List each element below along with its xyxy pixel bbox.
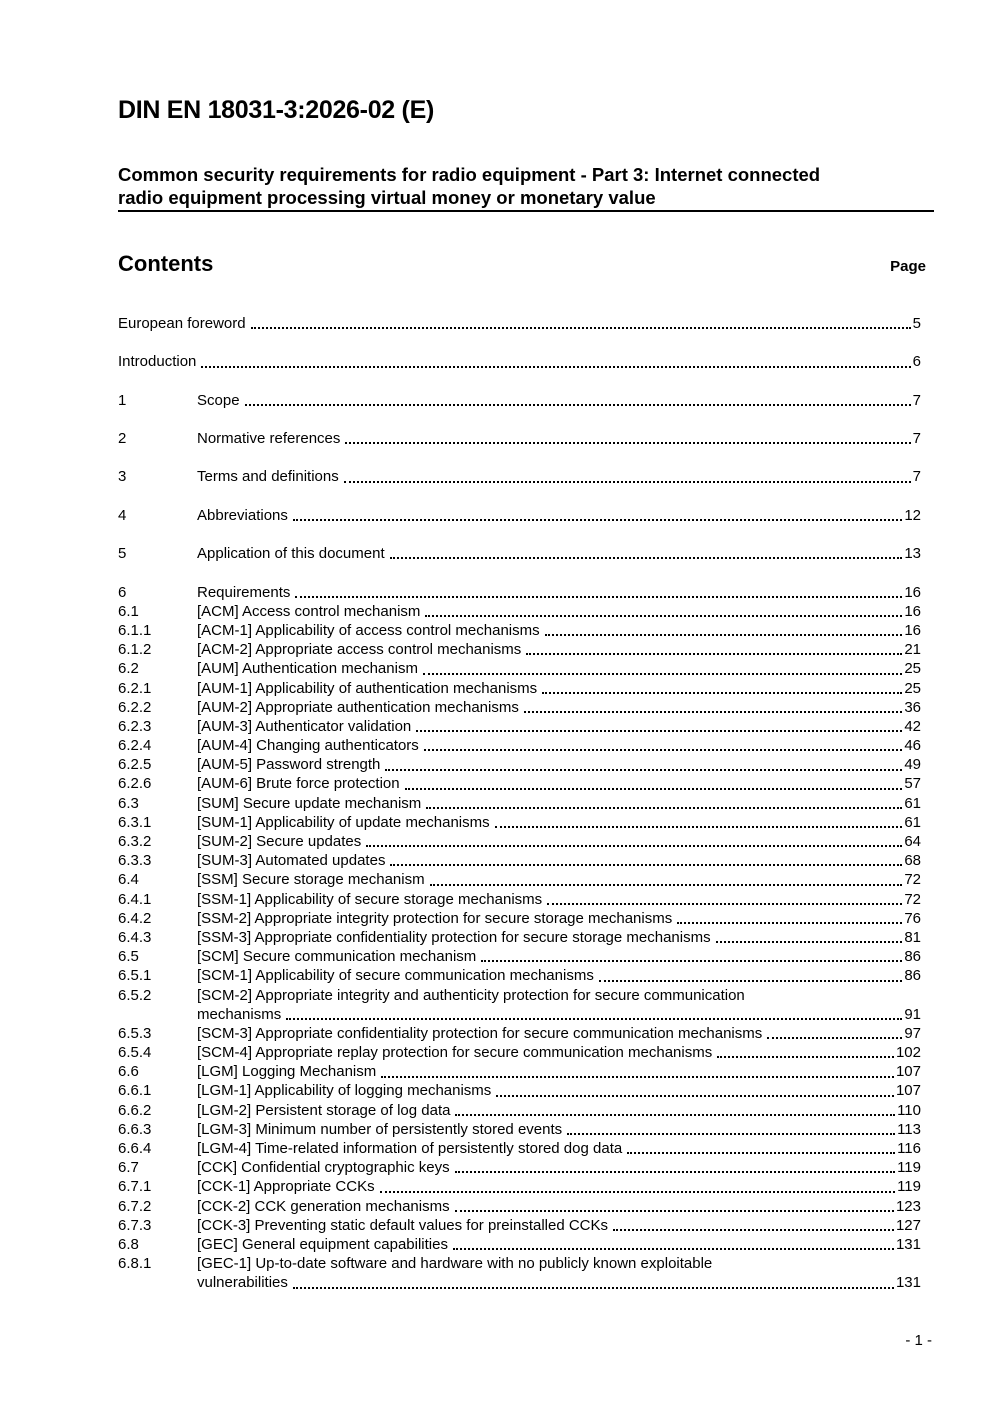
toc-title: [ACM-1] Applicability of access control mechanisms — [197, 621, 540, 639]
toc-page: 68 — [904, 852, 921, 870]
document-title — [118, 163, 934, 209]
toc-leader-dots — [717, 1056, 894, 1058]
toc-title: [GEC-1] Up-to-date software and hardware with no publicly known exploitable — [197, 1255, 713, 1273]
toc-leader-dots — [613, 1229, 894, 1231]
toc-entry-section-6-8[interactable] — [118, 1235, 921, 1254]
toc-number: 6.4.1 — [118, 890, 152, 908]
toc-page: 116 — [897, 1140, 921, 1158]
toc-entry-section-6-6-1[interactable] — [118, 1082, 921, 1101]
toc-leader-dots — [201, 366, 910, 368]
toc-leader-dots — [767, 1037, 902, 1039]
toc-title: [AUM-5] Password strength — [197, 756, 381, 774]
toc-entry-section-6-4-2[interactable] — [118, 909, 921, 928]
toc-entry-section-6-7-1[interactable] — [118, 1177, 921, 1196]
toc-page: 81 — [904, 928, 921, 946]
toc-entry-section-6-5-2[interactable] — [118, 986, 921, 1005]
toc-page: 127 — [895, 1216, 921, 1234]
toc-page: 97 — [904, 1024, 921, 1042]
toc-page: 102 — [895, 1044, 921, 1062]
toc-page: 49 — [904, 756, 921, 774]
toc-page: 16 — [904, 602, 921, 620]
toc-leader-dots — [542, 692, 902, 694]
toc-leader-dots — [424, 749, 903, 751]
toc-leader-dots — [599, 980, 902, 982]
toc-leader-dots — [345, 442, 910, 444]
toc-number: 6.7 — [118, 1159, 139, 1177]
toc-entry-section-6-5-1[interactable] — [118, 966, 921, 985]
toc-page: 119 — [897, 1178, 921, 1196]
toc-number: 5 — [118, 545, 127, 563]
toc-page: 16 — [904, 583, 921, 601]
toc-page: 119 — [897, 1159, 921, 1177]
toc-title: [AUM-6] Brute force protection — [197, 775, 400, 793]
toc-number: 6.5.4 — [118, 1044, 152, 1062]
toc-title: [SSM-1] Applicability of secure storage mechanisms — [197, 890, 543, 908]
toc-title: [AUM] Authentication mechanism — [197, 660, 418, 678]
toc-number: 6.6.4 — [118, 1140, 152, 1158]
toc-number: 6.7.1 — [118, 1178, 152, 1196]
toc-title: [SSM] Secure storage mechanism — [197, 871, 425, 889]
toc-number: 6.5.3 — [118, 1024, 152, 1042]
toc-entry-section-6-1-2[interactable] — [118, 640, 921, 659]
toc-entry-section-6-5-3[interactable] — [118, 1024, 921, 1043]
toc-entry-section-1[interactable] — [118, 391, 921, 410]
toc-title: [SSM-3] Appropriate confidentiality protection for secure storage mechanisms — [197, 928, 711, 946]
toc-number: 6.5.2 — [118, 986, 152, 1004]
toc-page: 107 — [895, 1063, 921, 1081]
toc-number: 6.3 — [118, 794, 139, 812]
toc-page: 86 — [904, 967, 921, 985]
toc-page: 76 — [904, 909, 921, 927]
toc-title: Terms and definitions — [197, 468, 339, 486]
toc-page: 123 — [895, 1197, 921, 1215]
toc-entry-section-6-8-1[interactable] — [118, 1254, 921, 1273]
toc-title: [AUM-4] Changing authenticators — [197, 737, 419, 755]
toc-leader-dots — [455, 1210, 894, 1212]
toc-number: 6.2.6 — [118, 775, 152, 793]
toc-entry-section-4[interactable] — [118, 506, 921, 525]
toc-entry-section-6-4-3[interactable] — [118, 928, 921, 947]
toc-number: 6.4.3 — [118, 928, 152, 946]
toc-entry-section-6-4-1[interactable] — [118, 890, 921, 909]
toc-entry-section-6-3-2[interactable] — [118, 832, 921, 851]
toc-number: 6.8.1 — [118, 1255, 152, 1273]
toc-entry-section-6-6-3[interactable] — [118, 1120, 921, 1139]
toc-page: 16 — [904, 621, 921, 639]
toc-page: 72 — [904, 890, 921, 908]
toc-leader-dots — [426, 807, 902, 809]
toc-number: 6.3.2 — [118, 833, 152, 851]
toc-leader-dots — [423, 673, 902, 675]
toc-leader-dots — [547, 903, 902, 905]
toc-page: 131 — [895, 1235, 921, 1253]
toc-page: 36 — [904, 698, 921, 716]
document-title-line-2: radio equipment processing virtual money or monetary value — [118, 187, 656, 208]
toc-title: [AUM-1] Applicability of authentication mechanisms — [197, 679, 538, 697]
page-number: - 1 - — [905, 1332, 932, 1349]
toc-page: 113 — [897, 1120, 921, 1138]
toc-title: [AUM-2] Appropriate authentication mechanisms — [197, 698, 519, 716]
toc-page: 131 — [895, 1274, 921, 1292]
toc-entry-section-6-5[interactable] — [118, 947, 921, 966]
toc-page: 25 — [904, 660, 921, 678]
table-of-contents — [118, 314, 921, 1293]
toc-leader-dots — [567, 1133, 895, 1135]
toc-entry-section-6-2-2[interactable] — [118, 698, 921, 717]
toc-page: 64 — [904, 833, 921, 851]
toc-leader-dots — [405, 788, 903, 790]
toc-number: 6.7.2 — [118, 1197, 152, 1215]
toc-leader-dots — [251, 327, 911, 329]
toc-page: 107 — [895, 1082, 921, 1100]
toc-page: 42 — [904, 717, 921, 735]
toc-number: 6.6.3 — [118, 1120, 152, 1138]
toc-page: 110 — [897, 1101, 921, 1119]
toc-leader-dots — [524, 711, 902, 713]
toc-entry-section-6-3[interactable] — [118, 794, 921, 813]
toc-leader-dots — [496, 1095, 894, 1097]
toc-entry-section-6-7-3[interactable] — [118, 1216, 921, 1235]
toc-leader-dots — [245, 404, 911, 406]
toc-number: 6.6.1 — [118, 1082, 152, 1100]
toc-page: 91 — [904, 1005, 921, 1023]
toc-page: 6 — [912, 353, 921, 371]
toc-number: 6.6.2 — [118, 1101, 152, 1119]
toc-entry-section-6-2-4[interactable] — [118, 736, 921, 755]
toc-leader-dots — [495, 826, 903, 828]
toc-page: 12 — [904, 506, 921, 524]
toc-number: 1 — [118, 391, 127, 409]
document-title-line-1: Common security requirements for radio equipment - Part 3: Internet connected — [118, 164, 821, 185]
toc-leader-dots — [526, 653, 902, 655]
contents-heading: Contents — [118, 251, 214, 276]
toc-number: 6.3.3 — [118, 852, 152, 870]
toc-title: [SCM] Secure communication mechanism — [197, 948, 477, 966]
toc-leader-dots — [344, 481, 911, 483]
toc-number: 6.8 — [118, 1235, 139, 1253]
toc-number: 3 — [118, 468, 127, 486]
toc-entry-section-6-4[interactable] — [118, 870, 921, 889]
toc-leader-dots — [366, 845, 902, 847]
toc-page: 72 — [904, 871, 921, 889]
toc-title: Normative references — [197, 430, 341, 448]
toc-entry-section-6-2-3[interactable] — [118, 717, 921, 736]
toc-entry-continuation[interactable] — [118, 1273, 921, 1292]
toc-title: Scope — [197, 391, 240, 409]
toc-title-continuation: vulnerabilities — [197, 1274, 288, 1292]
toc-entry-section-6-6-2[interactable] — [118, 1101, 921, 1120]
toc-title: [SCM-3] Appropriate confidentiality protection for secure communication mechanisms — [197, 1024, 763, 1042]
toc-leader-dots — [293, 1287, 894, 1289]
toc-entry-section-6-3-3[interactable] — [118, 851, 921, 870]
document-id: DIN EN 18031-3:2026-02 (E) — [118, 96, 434, 124]
toc-number: 6.5 — [118, 948, 139, 966]
toc-page: 7 — [912, 391, 921, 409]
toc-number: 6.1.1 — [118, 621, 152, 639]
toc-title: European foreword — [118, 314, 246, 332]
toc-number: 6.3.1 — [118, 813, 152, 831]
toc-leader-dots — [390, 557, 903, 559]
toc-number: 6.7.3 — [118, 1216, 152, 1234]
toc-number: 6 — [118, 583, 127, 601]
toc-title: Application of this document — [197, 545, 385, 563]
toc-page: 13 — [904, 545, 921, 563]
toc-entry-section-6-2-1[interactable] — [118, 679, 921, 698]
toc-leader-dots — [286, 1018, 902, 1020]
toc-page: 86 — [904, 948, 921, 966]
toc-title: Abbreviations — [197, 506, 288, 524]
toc-number: 6.2.4 — [118, 737, 152, 755]
toc-leader-dots — [425, 615, 902, 617]
toc-entry-introduction[interactable] — [118, 352, 921, 371]
toc-leader-dots — [381, 1076, 894, 1078]
toc-page: 25 — [904, 679, 921, 697]
toc-page: 61 — [904, 813, 921, 831]
toc-leader-dots — [481, 960, 902, 962]
page-column-heading: Page — [890, 258, 926, 275]
toc-title: [CCK-3] Preventing static default values for preinstalled CCKs — [197, 1216, 609, 1234]
toc-entry-section-3[interactable] — [118, 468, 921, 487]
toc-title: [AUM-3] Authenticator validation — [197, 717, 412, 735]
toc-page: 46 — [904, 737, 921, 755]
toc-number: 6.4.2 — [118, 909, 152, 927]
toc-number: 4 — [118, 506, 127, 524]
toc-title: [LGM-2] Persistent storage of log data — [197, 1101, 451, 1119]
toc-title: [SUM-2] Secure updates — [197, 833, 362, 851]
toc-title: [SCM-1] Applicability of secure communication mechanisms — [197, 967, 594, 985]
toc-entry-section-6-1[interactable] — [118, 602, 921, 621]
toc-title: [LGM-1] Applicability of logging mechanisms — [197, 1082, 492, 1100]
toc-title: [CCK] Confidential cryptographic keys — [197, 1159, 450, 1177]
toc-number: 2 — [118, 430, 127, 448]
toc-number: 6.5.1 — [118, 967, 152, 985]
toc-entry-section-6-1-1[interactable] — [118, 621, 921, 640]
toc-number: 6.4 — [118, 871, 139, 889]
toc-title: [SCM-2] Appropriate integrity and authenticity protection for secure communication — [197, 986, 745, 1004]
toc-entry-section-6-2-6[interactable] — [118, 775, 921, 794]
toc-leader-dots — [455, 1171, 895, 1173]
toc-page: 57 — [904, 775, 921, 793]
toc-entry-section-6-5-4[interactable] — [118, 1043, 921, 1062]
toc-entry-section-2[interactable] — [118, 429, 921, 448]
toc-title: [SUM-1] Applicability of update mechanisms — [197, 813, 490, 831]
toc-page: 7 — [912, 468, 921, 486]
toc-number: 6.2.3 — [118, 717, 152, 735]
toc-entry-continuation[interactable] — [118, 1005, 921, 1024]
toc-title: [ACM-2] Appropriate access control mechanisms — [197, 641, 522, 659]
toc-leader-dots — [295, 596, 902, 598]
toc-leader-dots — [545, 634, 903, 636]
toc-leader-dots — [380, 1191, 896, 1193]
toc-page: 21 — [904, 641, 921, 659]
toc-leader-dots — [627, 1152, 895, 1154]
toc-page: 7 — [912, 430, 921, 448]
toc-title: Introduction — [118, 353, 197, 371]
toc-entry-section-6-7[interactable] — [118, 1158, 921, 1177]
toc-leader-dots — [385, 769, 902, 771]
toc-leader-dots — [293, 519, 902, 521]
toc-number: 6.2 — [118, 660, 139, 678]
toc-leader-dots — [716, 941, 903, 943]
toc-title: [SUM] Secure update mechanism — [197, 794, 422, 812]
toc-entry-section-6-7-2[interactable] — [118, 1197, 921, 1216]
toc-title: Requirements — [197, 583, 291, 601]
toc-entry-section-6-3-1[interactable] — [118, 813, 921, 832]
toc-entry-section-5[interactable] — [118, 544, 921, 563]
toc-leader-dots — [390, 864, 902, 866]
toc-title-continuation: mechanisms — [197, 1005, 282, 1023]
toc-entry-section-6-6[interactable] — [118, 1062, 921, 1081]
toc-title: [CCK-1] Appropriate CCKs — [197, 1178, 375, 1196]
toc-entry-section-6[interactable] — [118, 583, 921, 602]
toc-number: 6.2.1 — [118, 679, 152, 697]
toc-number: 6.1.2 — [118, 641, 152, 659]
toc-leader-dots — [416, 730, 902, 732]
toc-title: [GEC] General equipment capabilities — [197, 1235, 448, 1253]
toc-number: 6.2.2 — [118, 698, 152, 716]
toc-title: [LGM-4] Time-related information of persistently stored dog data — [197, 1140, 623, 1158]
toc-title: [CCK-2] CCK generation mechanisms — [197, 1197, 450, 1215]
toc-title: [LGM-3] Minimum number of persistently stored events — [197, 1120, 563, 1138]
toc-title: [SCM-4] Appropriate replay protection for secure communication mechanisms — [197, 1044, 713, 1062]
toc-number: 6.2.5 — [118, 756, 152, 774]
toc-entry-section-6-6-4[interactable] — [118, 1139, 921, 1158]
toc-title: [SSM-2] Appropriate integrity protection for secure storage mechanisms — [197, 909, 673, 927]
title-divider — [118, 210, 934, 212]
toc-page: 5 — [912, 314, 921, 332]
toc-leader-dots — [455, 1114, 895, 1116]
toc-title: [SUM-3] Automated updates — [197, 852, 386, 870]
toc-title: [LGM] Logging Mechanism — [197, 1063, 377, 1081]
toc-entry-section-6-2-5[interactable] — [118, 755, 921, 774]
toc-title: [ACM] Access control mechanism — [197, 602, 421, 620]
toc-leader-dots — [430, 884, 903, 886]
toc-entry-section-6-2[interactable] — [118, 659, 921, 678]
toc-number: 6.1 — [118, 602, 139, 620]
toc-leader-dots — [677, 922, 902, 924]
toc-leader-dots — [453, 1248, 894, 1250]
toc-entry-european-foreword[interactable] — [118, 314, 921, 333]
toc-number: 6.6 — [118, 1063, 139, 1081]
toc-page: 61 — [904, 794, 921, 812]
